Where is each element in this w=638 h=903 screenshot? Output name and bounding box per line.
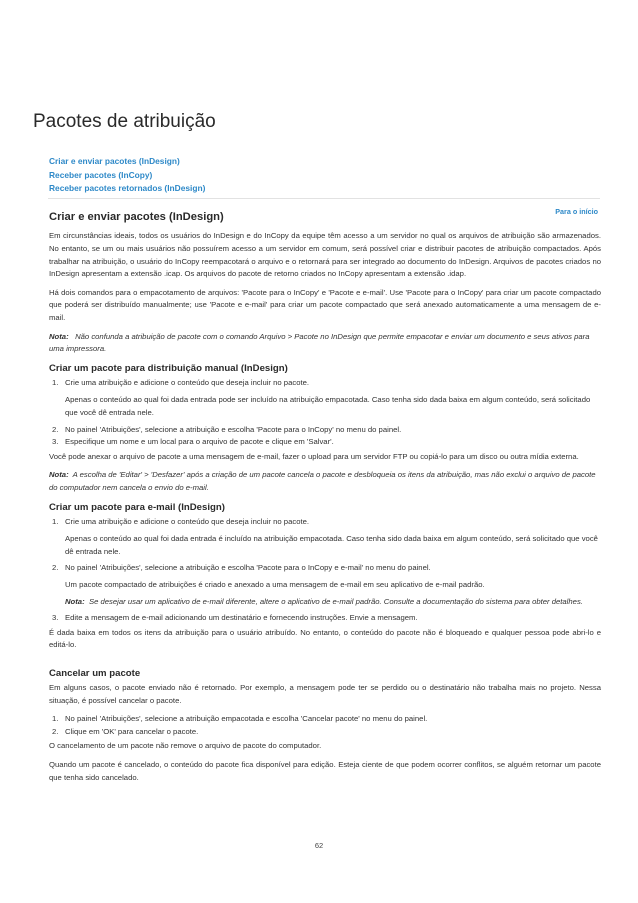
step-text: Crie uma atribuição e adicione o conteúdo que deseja incluir no pacote. xyxy=(65,517,310,527)
toc-link-create-send[interactable]: Criar e enviar pacotes (InDesign) xyxy=(49,156,180,166)
steps-list xyxy=(49,516,601,625)
back-to-top-link[interactable]: Para o início xyxy=(555,207,598,216)
page-number: 62 xyxy=(314,841,324,850)
step-text: No painel 'Atribuições', selecione a atribuição e escolha 'Pacote para o InCopy' no menu do painel. xyxy=(65,424,402,434)
note-label: Nota: xyxy=(49,331,69,341)
list-item xyxy=(49,377,601,419)
step-number: 1. xyxy=(52,517,59,527)
step-number: 1. xyxy=(52,378,59,388)
subsection-heading: Criar um pacote para e-mail (InDesign) xyxy=(49,502,225,514)
step-number: 2. xyxy=(52,563,59,573)
list-item xyxy=(49,612,601,625)
paragraph: Em circunstâncias ideais, todos os usuários do InDesign e do InCopy da equipe têm acesso a um servidor no qual os arquivos de atribuição são armazenados. No entanto, se um ou mais usuários não possuírem acesso a um servidor em comum, será possível criar e distribuir pacotes de atribuição compactados. Após trabalhar na atribuição, o usuário do InCopy reempacotará o arquivo e o retornará para ser integrado ao documento do InDesign. Arquivos de pacotes criados no InDesign apresentam a extensão .icap. Os arquivos do pacote de retorno criados no InCopy apresentam a extensão .idap. xyxy=(49,231,601,279)
subsection-heading: Cancelar um pacote xyxy=(49,667,141,679)
step-number: 1. xyxy=(52,713,59,723)
note xyxy=(65,596,601,609)
list-item xyxy=(49,424,601,437)
step-number: 2. xyxy=(52,424,59,434)
note xyxy=(49,469,601,495)
paragraph: Em alguns casos, o pacote enviado não é retornado. Por exemplo, a mensagem pode ter se perdido ou o destinatário não trabalha mais no projeto. Nessa situação, é possível cancelar o pacote. xyxy=(49,682,601,705)
note-label: Nota: xyxy=(49,470,69,480)
subsection-heading: Criar um pacote para distribuição manual (InDesign) xyxy=(49,363,288,375)
step-number: 2. xyxy=(52,726,59,736)
divider xyxy=(48,198,600,199)
main-content xyxy=(49,210,601,790)
step-detail: Apenas o conteúdo ao qual foi dada entrada pode ser incluído na atribuição empacotada. Caso tenha sido dada baixa em algum conteúdo, será solicitado que você dê entrada nele. xyxy=(65,394,591,417)
note-text: Não confunda a atribuição de pacote com o comando Arquivo > Pacote no InDesign que permite empacotar e enviar um documento e seus ativos para uma impressora. xyxy=(49,331,590,354)
step-detail: Um pacote compactado de atribuições é criado e anexado a uma mensagem de e-mail em seu aplicativo de e-mail padrão. xyxy=(65,580,485,590)
paragraph: É dada baixa em todos os itens da atribuição para o usuário atribuído. No entanto, o conteúdo do pacote não é bloqueado e qualquer pessoa pode abri-lo e editá-lo. xyxy=(49,627,601,650)
step-text: Clique em 'OK' para cancelar o pacote. xyxy=(65,726,199,736)
list-item xyxy=(49,562,601,608)
step-text: Especifique um nome e um local para o arquivo de pacote e clique em 'Salvar'. xyxy=(65,437,334,447)
paragraph: Quando um pacote é cancelado, o conteúdo do pacote fica disponível para edição. Esteja ciente de que podem ocorrer conflitos, se alguém retornar um pacote que tenha sido cancelado. xyxy=(49,759,601,782)
list-item xyxy=(49,726,601,739)
step-text: Crie uma atribuição e adicione o conteúdo que deseja incluir no pacote. xyxy=(65,378,310,388)
page-title: Pacotes de atribuição xyxy=(33,111,216,132)
paragraph: Você pode anexar o arquivo de pacote a uma mensagem de e-mail, fazer o upload para um servidor FTP ou copiá-lo para um disco ou outra mídia externa. xyxy=(49,452,579,462)
step-text: No painel 'Atribuições', selecione a atribuição empacotada e escolha 'Cancelar pacote' no menu do painel. xyxy=(65,713,428,723)
table-of-contents xyxy=(49,155,205,196)
paragraph: Há dois comandos para o empacotamento de arquivos: 'Pacote para o InCopy' e 'Pacote e e-mail'. Use 'Pacote para o InCopy' para criar um pacote compactado que poderá ser distribuído manualmente; use 'Pacote e e-mail' para criar um pacote compactado que será anexado automaticamente a uma mensagem de e-mail. xyxy=(49,287,601,323)
paragraph: O cancelamento de um pacote não remove o arquivo de pacote do computador. xyxy=(49,741,322,751)
step-number: 3. xyxy=(52,437,59,447)
note-text: A escolha de 'Editar' > 'Desfazer' após a criação de um pacote cancela o pacote e desbloqueia os itens da atribuição, mas não exclui o arquivo de pacote do computador nem cancela o envio do e-mail. xyxy=(49,470,596,493)
note xyxy=(49,331,601,357)
step-text: No painel 'Atribuições', selecione a atribuição e escolha 'Pacote para o InCopy e e-mail' no menu do painel. xyxy=(65,563,431,573)
list-item xyxy=(49,713,601,726)
note-label: Nota: xyxy=(65,597,85,607)
step-number: 3. xyxy=(52,612,59,622)
section-heading: Criar e enviar pacotes (InDesign) xyxy=(49,211,224,223)
steps-list xyxy=(49,713,601,739)
note-text: Se desejar usar um aplicativo de e-mail diferente, altere o aplicativo de e-mail padrão. Consulte a documentação do sistema para obter detalhes. xyxy=(88,597,583,607)
toc-link-receive-incopy[interactable]: Receber pacotes (InCopy) xyxy=(49,169,153,180)
steps-list xyxy=(49,377,601,449)
step-detail: Apenas o conteúdo ao qual foi dada entrada é incluído na atribuição empacotada. Caso tenha sido dada baixa em algum conteúdo, será solicitado que você dê entrada nele. xyxy=(65,533,598,556)
list-item xyxy=(49,516,601,558)
step-text: Edite a mensagem de e-mail adicionando um destinatário e fornecendo instruções. Envie a mensagem. xyxy=(65,612,418,622)
list-item xyxy=(49,436,601,449)
toc-link-receive-returned[interactable]: Receber pacotes retornados (InDesign) xyxy=(49,183,206,193)
